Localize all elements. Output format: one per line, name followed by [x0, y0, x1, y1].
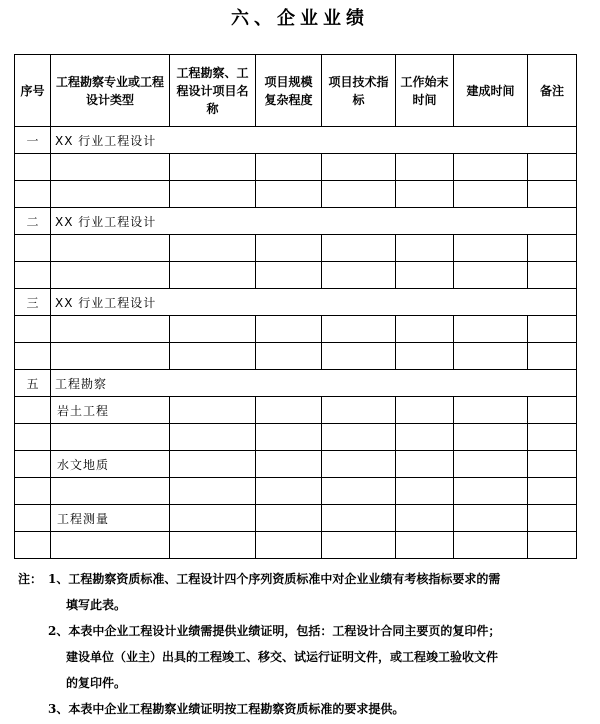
- note-3: [18, 696, 590, 722]
- table-cell[interactable]: [322, 316, 396, 343]
- note-3-line-1: 3、本表中企业工程勘察业绩证明按工程勘察资质标准的要求提供。: [48, 702, 405, 716]
- table-cell[interactable]: [528, 478, 577, 505]
- table-cell[interactable]: [396, 451, 454, 478]
- table-cell[interactable]: [528, 316, 577, 343]
- table-cell[interactable]: [322, 181, 396, 208]
- table-cell[interactable]: [454, 397, 528, 424]
- table-cell[interactable]: [528, 343, 577, 370]
- table-cell[interactable]: [454, 532, 528, 559]
- table-cell[interactable]: [15, 478, 51, 505]
- table-cell[interactable]: [256, 181, 322, 208]
- table-cell[interactable]: [256, 505, 322, 532]
- table-cell[interactable]: [15, 316, 51, 343]
- section-number: 三: [15, 289, 51, 316]
- table-cell[interactable]: [322, 154, 396, 181]
- table-cell[interactable]: [454, 424, 528, 451]
- header-type: 工程勘察专业或工程设计类型: [51, 55, 170, 127]
- table-row: [15, 397, 577, 424]
- table-cell[interactable]: [528, 505, 577, 532]
- table-cell[interactable]: [322, 451, 396, 478]
- table-header-row: [15, 55, 577, 127]
- section-number: 二: [15, 208, 51, 235]
- table-cell[interactable]: [51, 181, 170, 208]
- table-cell[interactable]: [396, 154, 454, 181]
- table-cell[interactable]: [528, 397, 577, 424]
- header-period: 工作始末时间: [396, 55, 454, 127]
- survey-item-label: 工程测量: [51, 505, 170, 532]
- table-cell[interactable]: [15, 181, 51, 208]
- table-row: [15, 154, 577, 181]
- table-cell[interactable]: [170, 154, 256, 181]
- table-cell[interactable]: [528, 181, 577, 208]
- survey-item-label: 水文地质: [51, 451, 170, 478]
- table-cell[interactable]: [396, 397, 454, 424]
- table-cell[interactable]: [256, 532, 322, 559]
- table-cell[interactable]: [256, 235, 322, 262]
- header-scale: 项目规模复杂程度: [256, 55, 322, 127]
- table-row: [15, 505, 577, 532]
- table-cell[interactable]: [51, 424, 170, 451]
- table-cell[interactable]: [322, 478, 396, 505]
- table-cell[interactable]: [396, 343, 454, 370]
- table-cell[interactable]: [170, 478, 256, 505]
- section-label[interactable]: XX 行业工程设计: [51, 127, 577, 154]
- table-cell[interactable]: [256, 451, 322, 478]
- table-row: [15, 262, 577, 289]
- table-cell[interactable]: [454, 505, 528, 532]
- table-cell[interactable]: [170, 397, 256, 424]
- table-row: [15, 316, 577, 343]
- table-cell[interactable]: [170, 424, 256, 451]
- note-1-line-1: 1、工程勘察资质标准、工程设计四个序列资质标准中对企业业绩有考核指标要求的需: [48, 572, 501, 586]
- table-cell[interactable]: [454, 316, 528, 343]
- section-number: 五: [15, 370, 51, 397]
- section-number: 一: [15, 127, 51, 154]
- header-remark: 备注: [528, 55, 577, 127]
- table-cell[interactable]: [170, 235, 256, 262]
- table-cell[interactable]: [170, 532, 256, 559]
- table-cell[interactable]: [396, 532, 454, 559]
- table-cell[interactable]: [170, 316, 256, 343]
- table-cell[interactable]: [51, 532, 170, 559]
- table-cell[interactable]: [528, 235, 577, 262]
- table-cell[interactable]: [322, 532, 396, 559]
- table-cell[interactable]: [322, 505, 396, 532]
- table-cell[interactable]: [256, 397, 322, 424]
- table-cell[interactable]: [454, 154, 528, 181]
- section-row: [15, 127, 577, 154]
- note-1: [18, 566, 590, 618]
- table-cell[interactable]: [15, 505, 51, 532]
- table-cell[interactable]: [256, 154, 322, 181]
- table-cell[interactable]: [322, 397, 396, 424]
- table-row: [15, 451, 577, 478]
- note-1-line-2: 填写此表。: [66, 598, 127, 612]
- table-cell[interactable]: [51, 478, 170, 505]
- table-cell[interactable]: [256, 478, 322, 505]
- section-row: [15, 208, 577, 235]
- header-seq: 序号: [15, 55, 51, 127]
- table-cell[interactable]: [528, 532, 577, 559]
- note-2-line-2: 建设单位（业主）出具的工程竣工、移交、试运行证明文件，或工程竣工验收文件: [66, 650, 499, 664]
- section-label[interactable]: XX 行业工程设计: [51, 208, 577, 235]
- table-row: [15, 424, 577, 451]
- table-cell[interactable]: [256, 262, 322, 289]
- table-cell[interactable]: [51, 343, 170, 370]
- header-name: 工程勘察、工程设计项目名称: [170, 55, 256, 127]
- table-cell[interactable]: [396, 316, 454, 343]
- performance-table: [14, 54, 577, 559]
- table-cell[interactable]: [454, 262, 528, 289]
- table-cell[interactable]: [528, 262, 577, 289]
- table-cell[interactable]: [528, 451, 577, 478]
- table-cell[interactable]: [15, 451, 51, 478]
- section-row: [15, 289, 577, 316]
- table-cell[interactable]: [528, 154, 577, 181]
- section-label[interactable]: XX 行业工程设计: [51, 289, 577, 316]
- table-cell[interactable]: [15, 343, 51, 370]
- table-cell[interactable]: [256, 343, 322, 370]
- survey-item-label: 岩土工程: [51, 397, 170, 424]
- table-row: [15, 532, 577, 559]
- header-built: 建成时间: [454, 55, 528, 127]
- table-cell[interactable]: [454, 181, 528, 208]
- section-row: [15, 370, 577, 397]
- table-cell[interactable]: [396, 424, 454, 451]
- table-cell[interactable]: [170, 181, 256, 208]
- notes-block: [18, 566, 590, 722]
- table-cell[interactable]: [15, 235, 51, 262]
- notes-label: 注：: [18, 572, 43, 586]
- table-cell[interactable]: [170, 262, 256, 289]
- table-cell[interactable]: [396, 235, 454, 262]
- table-cell[interactable]: [322, 235, 396, 262]
- section-label[interactable]: 工程勘察: [51, 370, 577, 397]
- table-cell[interactable]: [396, 262, 454, 289]
- table-cell[interactable]: [51, 316, 170, 343]
- table-cell[interactable]: [256, 316, 322, 343]
- table-cell[interactable]: [51, 235, 170, 262]
- table-cell[interactable]: [170, 343, 256, 370]
- table-cell[interactable]: [15, 262, 51, 289]
- table-cell[interactable]: [322, 262, 396, 289]
- table-cell[interactable]: [15, 424, 51, 451]
- table-cell[interactable]: [51, 262, 170, 289]
- table-cell[interactable]: [170, 505, 256, 532]
- table-row: [15, 343, 577, 370]
- table-row: [15, 235, 577, 262]
- note-2-line-3: 的复印件。: [66, 676, 127, 690]
- note-2: [18, 618, 590, 696]
- table-cell[interactable]: [51, 154, 170, 181]
- table-cell[interactable]: [15, 397, 51, 424]
- table-cell[interactable]: [322, 343, 396, 370]
- table-cell[interactable]: [322, 424, 396, 451]
- table-cell[interactable]: [454, 451, 528, 478]
- table-cell[interactable]: [15, 532, 51, 559]
- table-cell[interactable]: [396, 505, 454, 532]
- page-title: 六、企业业绩: [231, 8, 369, 29]
- table-cell[interactable]: [256, 424, 322, 451]
- table-cell[interactable]: [528, 424, 577, 451]
- table-cell[interactable]: [396, 181, 454, 208]
- header-indicator: 项目技术指标: [322, 55, 396, 127]
- table-cell[interactable]: [15, 154, 51, 181]
- table-cell[interactable]: [454, 235, 528, 262]
- table-cell[interactable]: [170, 451, 256, 478]
- table-cell[interactable]: [454, 478, 528, 505]
- table-cell[interactable]: [454, 343, 528, 370]
- table-row: [15, 478, 577, 505]
- table-row: [15, 181, 577, 208]
- note-2-line-1: 2、本表中企业工程设计业绩需提供业绩证明，包括：工程设计合同主要页的复印件；: [48, 624, 501, 638]
- table-cell[interactable]: [396, 478, 454, 505]
